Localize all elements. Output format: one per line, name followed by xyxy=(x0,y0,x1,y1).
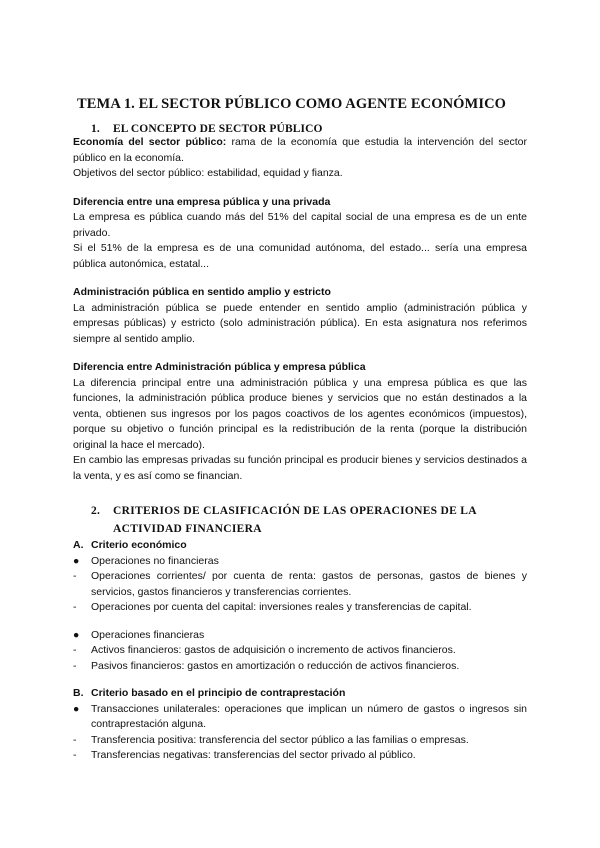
section-2-title-line-2: ACTIVIDAD FINANCIERA xyxy=(113,523,262,535)
list-item: - Activos financieros: gastos de adquisición o incremento de activos financieros. xyxy=(73,643,527,659)
definition-paragraph xyxy=(73,135,527,166)
criterion-b-letter: B. xyxy=(73,687,84,699)
list-item: ● Operaciones no financieras xyxy=(73,554,527,570)
list-item: ● Transacciones unilaterales: operaciones que implican un número de gastos o ingresos sin contraprestación alguna. xyxy=(73,702,527,733)
criterion-b-title: Criterio basado en el principio de contraprestación xyxy=(91,687,346,699)
section-1-number: 1. xyxy=(91,123,100,135)
block-2-paragraph-1: La administración pública se puede entender en sentido amplio (administración pública y empresas públicas) y estricto (solo administración pública). En esta asignatura nos referimos siempre al sentido amplio. xyxy=(73,301,527,345)
list-item: - Operaciones por cuenta del capital: inversiones reales y transferencias de capital. xyxy=(73,600,527,616)
section-2-title-line-1: CRITERIOS DE CLASIFICACIÓN DE LAS OPERACIONES DE LA xyxy=(113,505,477,517)
dash-marker: - xyxy=(73,749,77,761)
document-title: TEMA 1. EL SECTOR PÚBLICO COMO AGENTE ECONÓMICO xyxy=(77,96,507,112)
bullet-marker: ● xyxy=(73,702,80,715)
objectives-paragraph: Objetivos del sector público: estabilidad, equidad y fianza. xyxy=(73,167,343,179)
dash-marker: - xyxy=(73,644,77,656)
list-item: - Transferencias negativas: transferencias del sector privado al público. xyxy=(73,748,527,764)
list-item: - Pasivos financieros: gastos en amortización o reducción de activos financieros. xyxy=(73,659,527,675)
bullet-marker: ● xyxy=(73,554,80,567)
dash-marker: - xyxy=(73,601,77,613)
bullet-marker: ● xyxy=(73,628,80,641)
block-2-heading: Administración pública en sentido amplio y estricto xyxy=(73,286,331,298)
document-content xyxy=(73,96,527,764)
list-item: - Operaciones corrientes/ por cuenta de renta: gastos de personas, gastos de bienes y servicios, gastos financieros y transferencias corrientes. xyxy=(73,569,527,600)
dash-marker: - xyxy=(73,570,77,582)
criterion-a-heading xyxy=(73,538,527,554)
block-1-heading: Diferencia entre una empresa pública y una privada xyxy=(73,195,331,208)
list-item: - Transferencia positiva: transferencia del sector público a las familias o empresas. xyxy=(73,733,527,749)
dash-marker: - xyxy=(73,733,77,746)
definition-text: rama de la economía que estudia la intervención del sector público en la economía. xyxy=(73,136,527,164)
block-1-paragraph-2: Si el 51% de la empresa es de una comunidad autónoma, del estado... sería una empresa pública autonómica, estatal... xyxy=(73,242,527,270)
section-1-title: EL CONCEPTO DE SECTOR PÚBLICO xyxy=(113,123,323,135)
criterion-b-heading xyxy=(73,686,527,702)
list-item: ● Operaciones financieras xyxy=(73,628,527,644)
dash-marker: - xyxy=(73,659,77,672)
block-1-paragraph-1: La empresa es pública cuando más del 51% del capital social de una empresa es de un ente privado. xyxy=(73,211,527,239)
criterion-a-title: Criterio económico xyxy=(91,539,187,551)
block-3-heading: Diferencia entre Administración pública y empresa pública xyxy=(73,361,366,373)
criterion-a-letter: A. xyxy=(73,539,84,551)
block-3-paragraph-1: La diferencia principal entre una administración pública y una empresa pública es que las funciones, la administración pública produce bienes y servicios que no están destinados a la venta, obtienen sus ingresos por los pagos coactivos de los agentes económicos (impuestos), porque su objetivo o función principal es la redistribución de la renta (porque la distribución original la hace el mercado). xyxy=(73,376,527,451)
block-3-paragraph-2: En cambio las empresas privadas su función principal es producir bienes y servicios destinados a la venta, y es así como se financian. xyxy=(73,454,527,482)
section-2-heading xyxy=(91,502,527,538)
section-1-heading xyxy=(73,123,527,135)
section-2-number: 2. xyxy=(91,505,101,517)
definition-term: Economía del sector público: xyxy=(73,136,227,148)
